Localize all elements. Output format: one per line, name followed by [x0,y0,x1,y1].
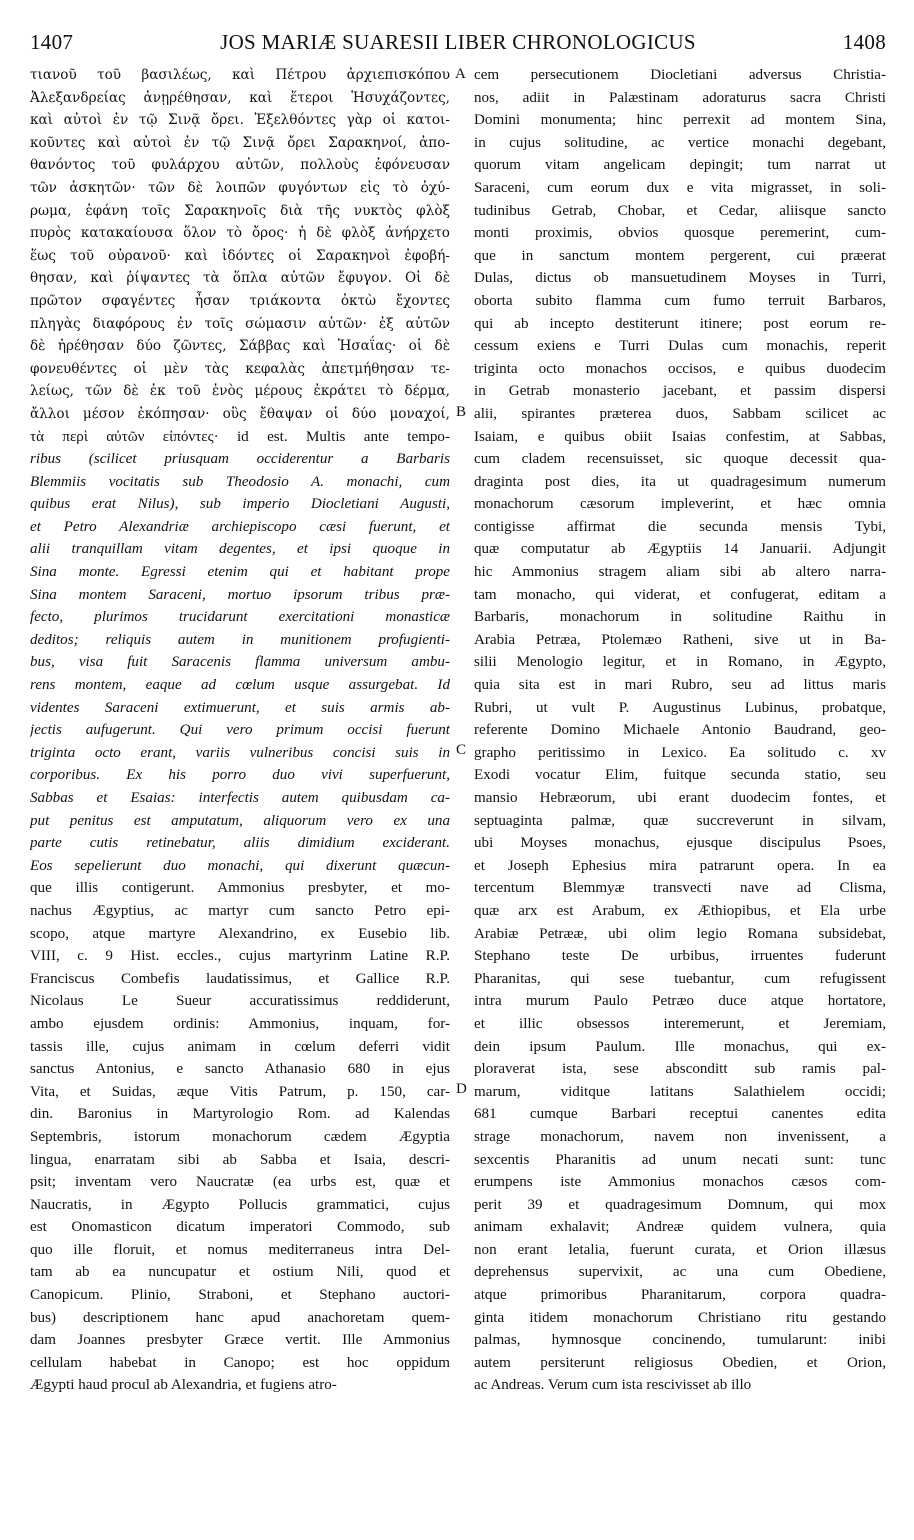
text-line: πληγὰς διαφόρους ἐν τοῖς σώμασιν αὐτῶν· ἐξ αὐτῶν [30,315,450,332]
text-line: Exodi vocatur Elim, fuitque secunda statio, seu [474,767,886,784]
text-line: in cujus solitudine, ac vertice monachi degebant, [474,134,886,151]
text-line: Rubri, ut vult P. Augustinus Lubinus, probatque, [474,699,886,716]
text-line: cellulam habebat in Canopo; est hoc oppidum [30,1354,450,1371]
text-line: πυρὸς κατακαίουσα ὅλον τὸ ὄρος· ἡ δὲ φλὸξ ἀνήρχετο [30,225,450,242]
text-line: Septembris, istorum monachorum cædem Ægyptia [30,1128,450,1145]
text-line: put penitus est amputatum, aliquorum vero ex una [30,812,450,829]
text-line: Arabiæ Petrææ, ubi olim legio Romana subsidebat, [474,925,886,942]
text-line: cessum exiens e Turri Dulas cum monachis, reperit [474,338,886,355]
text-line: ac Andreas. Verum cum ista rescivisset ab illo [474,1377,752,1394]
text-line: quibus erat Nilus), sub imperio Diocletiani Augusti, [30,496,450,513]
running-title: JOS MARIÆ SUARESII LIBER CHRONOLOGICUS [220,30,696,54]
text-line: καὶ αὐτοὶ ἐν τῷ Σινᾷ ὄρει. Ἐξελθόντες γὰρ οἱ κατοι- [30,112,450,129]
text-line: septuaginta palmæ, quæ succreverunt in silvam, [474,812,886,829]
text-line: sanctus Antonius, e sancto Athanasio 680 in ejus [30,1061,450,1078]
text-line: ρωμα, ἐφάνη τοῖς Σαρακηνοῖς διὰ τῆς νυκτὸς φλὸξ [30,202,450,219]
margin-letter-a: A [455,66,466,82]
text-line: monachorum cæsorum impleverint, et hæc omnia [474,496,886,513]
text-line: λείως, τῶν δὲ ἐκ τοῦ ἑνὸς μέρους ἐκράτει τὸ δέρμα, [30,383,450,400]
text-line: strage monachorum, navem non invenissent, a [474,1128,886,1145]
text-line: tassis ille, cujus animam in cœlum deferri vidit [30,1038,450,1055]
text-line: τὰ περὶ αὐτῶν εἰπόντες· id est. Multis ante tempo- [30,428,450,445]
text-line: Vita, et Suidas, æque Vitis Patrum, p. 150, car- [30,1083,450,1100]
text-line: Dulas, dictus ob mansuetudinem Moyses in Turri, [474,270,886,287]
text-line: et illic obsessos interemerunt, et Jeremiam, [474,1015,886,1032]
text-line: mansio Hebræorum, ubi erant duodecim fontes, et [474,790,886,806]
text-line: jectis aufugerunt. Qui vero primum occisi fuerunt [30,722,450,739]
text-line: Sina monte. Egressi etenim qui et habitant prope [30,564,450,581]
text-line: Naucratis, in Ægypto Pollucis grammatici, cujus [30,1196,450,1213]
text-line: autem persiterunt religiosus Obedien, et Orion, [474,1354,886,1371]
text-line: dein ipsum Paulum. Ille monachus, qui ex- [474,1038,886,1055]
text-line: qui ab incepto destiterunt itinere; post eorum re- [474,315,886,332]
text-line: τῶν ἀσκητῶν· τῶν δὲ λοιπῶν φυγόντων εἰς τὸ ὀχύ- [30,179,450,196]
text-line: et Petro Alexandriæ archiepiscopo cæsi fuerunt, et [30,518,450,535]
text-line: tam monacho, qui viderat, et confugerat, editam a [474,586,886,603]
text-line: intra murum Paulo Petræo duce atque hortatore, [474,993,886,1010]
text-line: Blemmiis vocitatis sub Theodosio A. monachi, cum [30,473,450,490]
text-line: in Getrab monasterio jacebant, et passim dispersi [474,383,886,400]
text-line: Eos sepelierunt duo monachi, qui dixerunt quæcun- [30,857,450,874]
text-line: Sina montem Saraceni, mortuo ipsorum tribus præ- [30,586,450,603]
text-line: Pharanitas, qui sese tuebantur, cum refugissent [474,970,886,987]
text-line: hic Ammonius stragem aliam sibi ab altero narra- [474,564,886,581]
text-line: dam Joannes presbyter Græce vertit. Ille Ammonius [30,1332,450,1349]
text-line: ubi Moyses monachus, ejusque discipulus Psoes, [474,835,886,852]
text-line: contigisse affirmat die secunda mensis Tybi, [474,518,886,535]
text-line: quia sita est in mari Rubro, seu ad littus maris [474,677,886,694]
text-line: κοῦντες καὶ αὐτοὶ ἐν τῷ Σινᾷ ὄρει Σαρακηνοί, ἀπο- [30,134,450,151]
text-line: atque primoribus Pharanitarum, corpora quadra- [474,1287,886,1304]
text-line: silii Menologio legitur, et in Romano, in Ægypto, [474,654,886,671]
text-line: triginta octo monachos occisos, e quibus duodecim [474,360,886,377]
text-line: 681 cumque Barbari receptui canentes edita [474,1106,886,1123]
left-text-column [30,64,450,1397]
text-line: que in sanctum montem pergerent, cui præerat [474,247,886,264]
text-line: ginta itidem monachorum Christiano ritu gestando [474,1309,886,1326]
text-line: Arabia Petræa, Ptolemæo Ratheni, sive ut in Ba- [474,631,886,648]
text-line: rens montem, eaque ad cœlum usque assurgebat. Id [30,677,450,694]
text-line: est Onomasticon dicatum imperatori Commodo, sub [30,1219,450,1236]
text-line: Franciscus Combefis laudatissimus, et Gallice R.P. [30,970,450,987]
text-line: bus, visa fuit Saracenis flamma universum ambu- [30,654,450,671]
text-line: Stephano teste De urbibus, irruentes fuderunt [474,948,886,965]
text-line: VIII, c. 9 Hist. eccles., cujus martyrinm Latine R.P. [30,948,450,965]
text-line: Saraceni, cum eorum dux e vita migrasset, in soli- [474,179,886,196]
text-line: ἕως τοῦ οὐρανοῦ· καὶ ἰδόντες οἱ Σαρακηνοὶ ἐφοβή- [30,247,450,264]
text-line: animam exhalavit; Andreæ quidem vulnera, quia [474,1219,886,1236]
running-header [30,30,886,58]
text-line: quorum vitam angelicam depingit; tum narrat ut [474,157,886,174]
text-line: quæ arx est Arabum, ex Æthiopibus, et Ela urbe [474,902,886,919]
text-line: cem persecutionem Diocletiani adversus Christia- [474,67,886,83]
text-line: triginta octo erant, variis vulneribus concisi suis in [30,744,450,761]
text-line: din. Baronius in Martyrologio Rom. ad Kalendas [30,1106,450,1123]
text-line: deprehensus supervixit, ac una cum Obediene, [474,1264,886,1281]
text-line: δὲ ἠρέθησαν δύο ζῶντες, Σάββας καὶ Ἡσαΐας· οἱ δὲ [30,338,450,355]
text-line: tam ab ea nuncupatur et ostium Nili, quod et [30,1264,450,1281]
text-line: oborta subito flamma cum fumo terruit Barbaros, [474,292,886,309]
text-line: nos, adiit in Palæstinam adoraturus sacra Christi [474,89,886,106]
text-line: et Joseph Ephesius mira patrarunt opera. In ea [474,857,886,874]
text-line: lingua, enarratam sibi ab Sabba et Isaia, descri- [30,1151,450,1168]
text-line: que illis contigerunt. Ammonius presbyter, et mo- [30,880,450,897]
text-line: erumpens iste Ammonius monachos cæsos com- [474,1174,886,1191]
text-line: alii, spirantes præterea duos, Sabbam scilicet ac [474,405,886,422]
text-line: corporibus. Ex his porro duo vivi superfuerunt, [30,767,450,784]
text-line: cum cladem recensuisset, sic quoque decessit qua- [474,451,886,468]
text-line: bus) descriptionem hanc apud anachoretam quem- [30,1309,450,1326]
text-line: tudinibus Getrab, Chobar, et Cedar, aliisque sancto [474,202,886,219]
text-line: palmas, hymnosque concinendo, tumularunt: inibi [474,1332,886,1349]
margin-letter-b: B [456,404,467,420]
text-line: ἄλλοι μέσον ἐκόπησαν· οὓς ἔθαψαν οἱ δύο μοναχοί, [30,405,450,422]
text-line: quæ computatur ab Ægyptiis 14 Januarii. Adjungit [474,541,886,558]
text-line: θανόντος τοῦ φυλάρχου αὐτῶν, πολλοὺς ἐφόνευσαν [30,157,450,174]
text-line: marum, viditque latitans Salathielem occidi; [474,1083,886,1100]
text-line: Ægypti haud procul ab Alexandria, et fugiens atro- [30,1377,337,1394]
text-line: parte cutis retinebatur, aliis dimidium exciderant. [30,835,450,852]
margin-letter-d: D [456,1081,467,1097]
text-line: tercentum Blemmyæ transvecti nave ad Clisma, [474,880,886,897]
text-line: θησαν, καὶ ῥίψαντες τὰ ὅπλα αὐτῶν ἔφυγον. Οἱ δὲ [30,270,450,287]
right-text-column [474,64,886,1397]
page-number-right: 1408 [842,30,886,54]
text-line: Isaiam, e quibus obiit Isaias confestim, at Sabbas, [474,428,886,445]
text-line: psit; inventam vero Naucratæ (ea urbs est, quæ et [30,1174,450,1191]
text-line: τιανοῦ τοῦ βασιλέως, καὶ Πέτρου ἀρχιεπισκόπου [30,67,450,83]
text-line: videntes Saraceni extimuerunt, et suis armis ab- [30,699,450,716]
text-line: sexcentis Pharanitis ad unum necati sunt: tunc [474,1151,886,1168]
text-line: ambo ejusdem ordinis: Ammonius, inquam, for- [30,1015,450,1032]
text-line: perit 39 et quadragesimum Domnum, qui mox [474,1196,886,1213]
text-line: grapho peritissimo in Lexico. Ea solitudo c. xv [474,744,886,761]
text-line: referente Domino Michaele Antonio Baudrand, geo- [474,722,886,739]
text-line: ribus (scilicet priusquam occiderentur a Barbaris [30,451,450,468]
text-line: non erant letalia, fuerunt curata, et Orion illæsus [474,1241,886,1258]
text-line: quo ille floruit, et nomus mediterraneus intra Del- [30,1241,450,1258]
text-line: nachus Ægyptius, ac martyr cum sancto Petro epi- [30,902,450,919]
text-line: deditos; reliquis autem in munitionem profugienti- [30,631,450,648]
text-line: Canopicum. Plinio, Straboni, et Stephano auctori- [30,1287,450,1304]
text-line: Ἀλεξανδρείας ἀνῃρέθησαν, καὶ ἕτεροι Ἡσυχάζοντες, [30,89,450,106]
text-line: alii tranquillam vitam degentes, et ipsi quoque in [30,541,450,558]
text-line: scopo, atque martyre Alexandrino, ex Eusebio lib. [30,925,450,942]
text-line: ploraverat ista, sese absconditt sub ramis pal- [474,1061,886,1078]
text-line: φονευθέντες οἱ μὲν τὰς κεφαλὰς ἀπετμήθησαν τε- [30,360,450,377]
text-line: draginta post dies, ita ut quadragesimum numerum [474,473,886,490]
text-line: Sabbas et Esaias: interfectis autem quibusdam ca- [30,790,450,806]
text-line: Barbaris, monachorum in solitudine Raithu in [474,609,886,626]
page-number-left: 1407 [30,30,74,54]
text-line: Domini monumenta; hinc perrexit ad montem Sina, [474,112,886,129]
margin-letter-c: C [456,742,467,758]
text-line: monti proximis, obvios quosque peremerint, cum- [474,225,886,242]
text-line: Nicolaus Le Sueur accuratissimus reddiderunt, [30,993,450,1010]
text-line: πρῶτον σφαγέντες ἦσαν τριάκοντα ὀκτὼ ἔχοντες [30,292,450,309]
text-line: fecto, plurimos trucidarunt exercitationi monasticæ [30,609,450,626]
